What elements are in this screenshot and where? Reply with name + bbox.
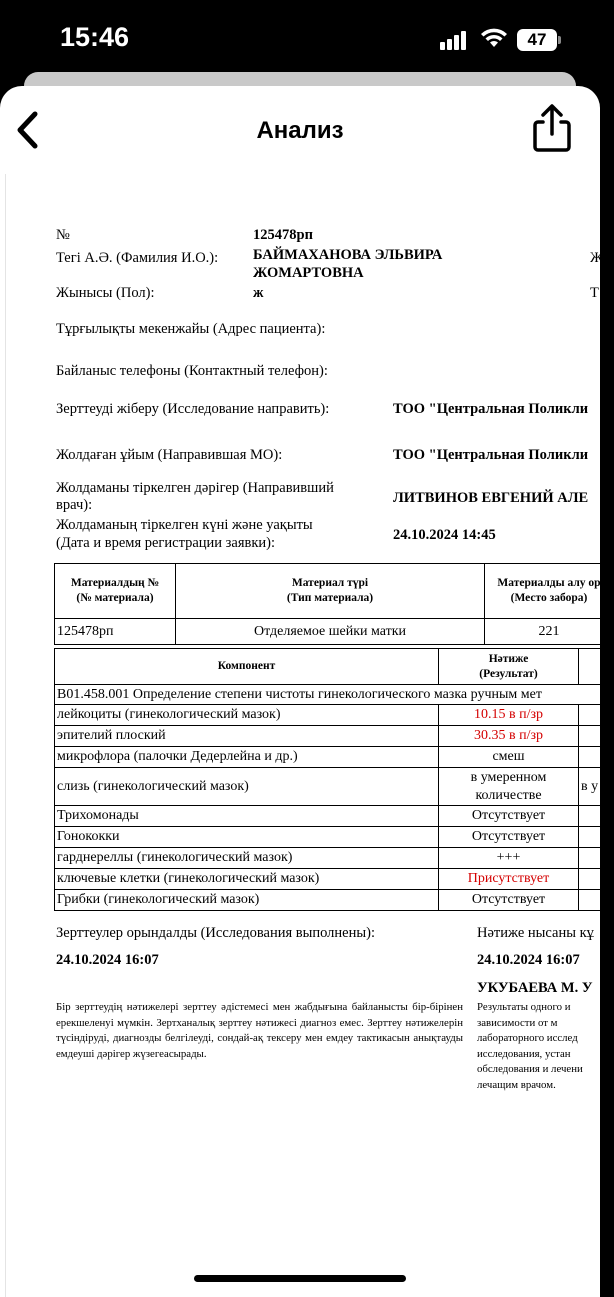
modal-sheet	[0, 86, 603, 1297]
date-value: 24.10.2024 14:45	[393, 527, 496, 543]
table-row	[55, 768, 614, 806]
table-row	[55, 806, 614, 827]
doctor-label-line2: врач):	[56, 497, 93, 513]
component-header: Компонент	[55, 649, 439, 685]
material-number-header: Материалдың № (№ материала)	[55, 564, 176, 619]
lab-report-document	[5, 174, 603, 1297]
extra-cell	[579, 747, 614, 768]
date-label-line1: Жолдаманың тіркелген күні және уақыты	[56, 517, 313, 533]
extra-cell	[579, 827, 614, 848]
right-cut-label-1: Ж	[590, 250, 603, 266]
material-table-header	[55, 564, 614, 619]
share-icon[interactable]	[528, 102, 576, 154]
component-cell: лейкоциты (гинекологический мазок)	[55, 705, 439, 726]
name-value-line1: БАЙМАХАНОВА ЭЛЬВИРА	[253, 247, 443, 263]
table-row	[55, 827, 614, 848]
component-cell: Грибки (гинекологический мазок)	[55, 890, 439, 911]
section-title: B01.458.001 Определение степени чистоты гинекологического мазка ручным мет	[55, 685, 614, 705]
address-label: Тұрғылықты мекенжайы (Адрес пациента):	[56, 321, 326, 337]
section-row	[55, 685, 614, 705]
component-cell: Трихомонады	[55, 806, 439, 827]
material-place-cell: 221	[485, 619, 614, 645]
done-value: 24.10.2024 16:07	[56, 952, 159, 968]
result-header: Нәтиже (Результат)	[439, 649, 579, 685]
status-time: 15:46	[60, 22, 130, 52]
material-table	[54, 563, 614, 645]
material-type-header: Материал түрі (Тип материала)	[176, 564, 485, 619]
disclaimer-kz: Бір зерттеудің нәтижелері зерттеу әдістемесі мен жабдығына байланысты бір-бірінен ерекшеленуі мүмкін. Зертханалық зерттеу нәтижесі диагноз емес. Зерттеу нәтижелерін түсіндіруді, диагнозды белгілеуді, сондай-ақ тексеру мен емдеу тактикасын анықтауды емдеуші дәрігер жүзегеасырады.	[56, 1001, 463, 1060]
extra-cell	[579, 705, 614, 726]
extra-cell	[579, 890, 614, 911]
referral-value: ТОО "Центральная Поликли	[393, 401, 589, 417]
extra-cell	[579, 726, 614, 747]
result-cell: +++	[439, 848, 579, 869]
material-type-cell: Отделяемое шейки матки	[176, 619, 485, 645]
extra-header	[579, 649, 614, 685]
date-label-line2: (Дата и время регистрации заявки):	[56, 535, 276, 551]
status-bar	[0, 0, 600, 80]
number-label: №	[56, 227, 70, 243]
wifi-icon	[480, 26, 508, 48]
name-value-line2: ЖОМАРТОВНА	[253, 265, 364, 281]
doctor-label-line1: Жолдаманы тіркелген дәрігер (Направивший	[56, 480, 334, 496]
component-cell: микрофлора (палочки Дедерлейна и др.)	[55, 747, 439, 768]
table-row	[55, 619, 614, 645]
results-table-header	[55, 649, 614, 685]
result-cell: Отсутствует	[439, 890, 579, 911]
result-cell: смеш	[439, 747, 579, 768]
extra-cell: в у	[579, 768, 614, 806]
extra-cell	[579, 848, 614, 869]
extra-cell	[579, 869, 614, 890]
component-cell: ключевые клетки (гинекологический мазок)	[55, 869, 439, 890]
page-title: Анализ	[256, 117, 344, 144]
extra-cell	[579, 806, 614, 827]
result-cell: Отсутствует	[439, 806, 579, 827]
result-cell: Присутствует	[439, 869, 579, 890]
home-indicator[interactable]	[194, 1275, 406, 1282]
result-cell: Отсутствует	[439, 827, 579, 848]
component-cell: Гонококки	[55, 827, 439, 848]
right-cut-label-2: Т	[590, 285, 599, 301]
component-cell: гарднереллы (гинекологический мазок)	[55, 848, 439, 869]
sex-label: Жынысы (Пол):	[56, 285, 155, 301]
referral-label: Зерттеуді жіберу (Исследование направить):	[56, 401, 330, 417]
name-label: Тегі А.Ә. (Фамилия И.О.):	[56, 250, 219, 266]
cellular-signal-icon	[440, 30, 470, 50]
table-row	[55, 848, 614, 869]
sex-value: ж	[253, 285, 264, 301]
table-row	[55, 869, 614, 890]
done-label: Зерттеулер орындалды (Исследования выполнены):	[56, 925, 375, 941]
result-cell: 10.15 в п/зр	[439, 705, 579, 726]
component-cell: слизь (гинекологический мазок)	[55, 768, 439, 806]
result-cell: 30.35 в п/зр	[439, 726, 579, 747]
table-row	[55, 705, 614, 726]
org-value: ТОО "Центральная Поликли	[393, 447, 589, 463]
table-row	[55, 747, 614, 768]
signer-name: УКУБАЕВА М. У	[477, 980, 593, 996]
table-row	[55, 890, 614, 911]
component-cell: эпителий плоский	[55, 726, 439, 747]
phone-label: Байланыс телефоны (Контактный телефон):	[56, 363, 328, 379]
result-form-label: Нәтиже нысаны кұ	[477, 925, 594, 941]
result-cell: в умеренном количестве	[439, 768, 579, 806]
material-place-header: Материалды алу ор (Место забора)	[485, 564, 614, 619]
result-form-value: 24.10.2024 16:07	[477, 952, 580, 968]
number-value: 125478рп	[253, 227, 313, 243]
disclaimer-ru: Результаты одного и зависимости от м лабораторного исслед исследования, устан обследования и лечени лечащим врачом.	[477, 1001, 583, 1091]
table-row	[55, 726, 614, 747]
nav-bar	[0, 86, 600, 174]
battery-icon	[517, 29, 557, 51]
material-number-cell: 125478рп	[55, 619, 176, 645]
battery-level: 47	[527, 30, 547, 49]
org-label: Жолдаған ұйым (Направившая МО):	[56, 447, 283, 463]
doctor-value: ЛИТВИНОВ ЕВГЕНИЙ АЛЕ	[393, 490, 589, 506]
battery-tip	[558, 36, 561, 44]
results-table	[54, 648, 614, 911]
